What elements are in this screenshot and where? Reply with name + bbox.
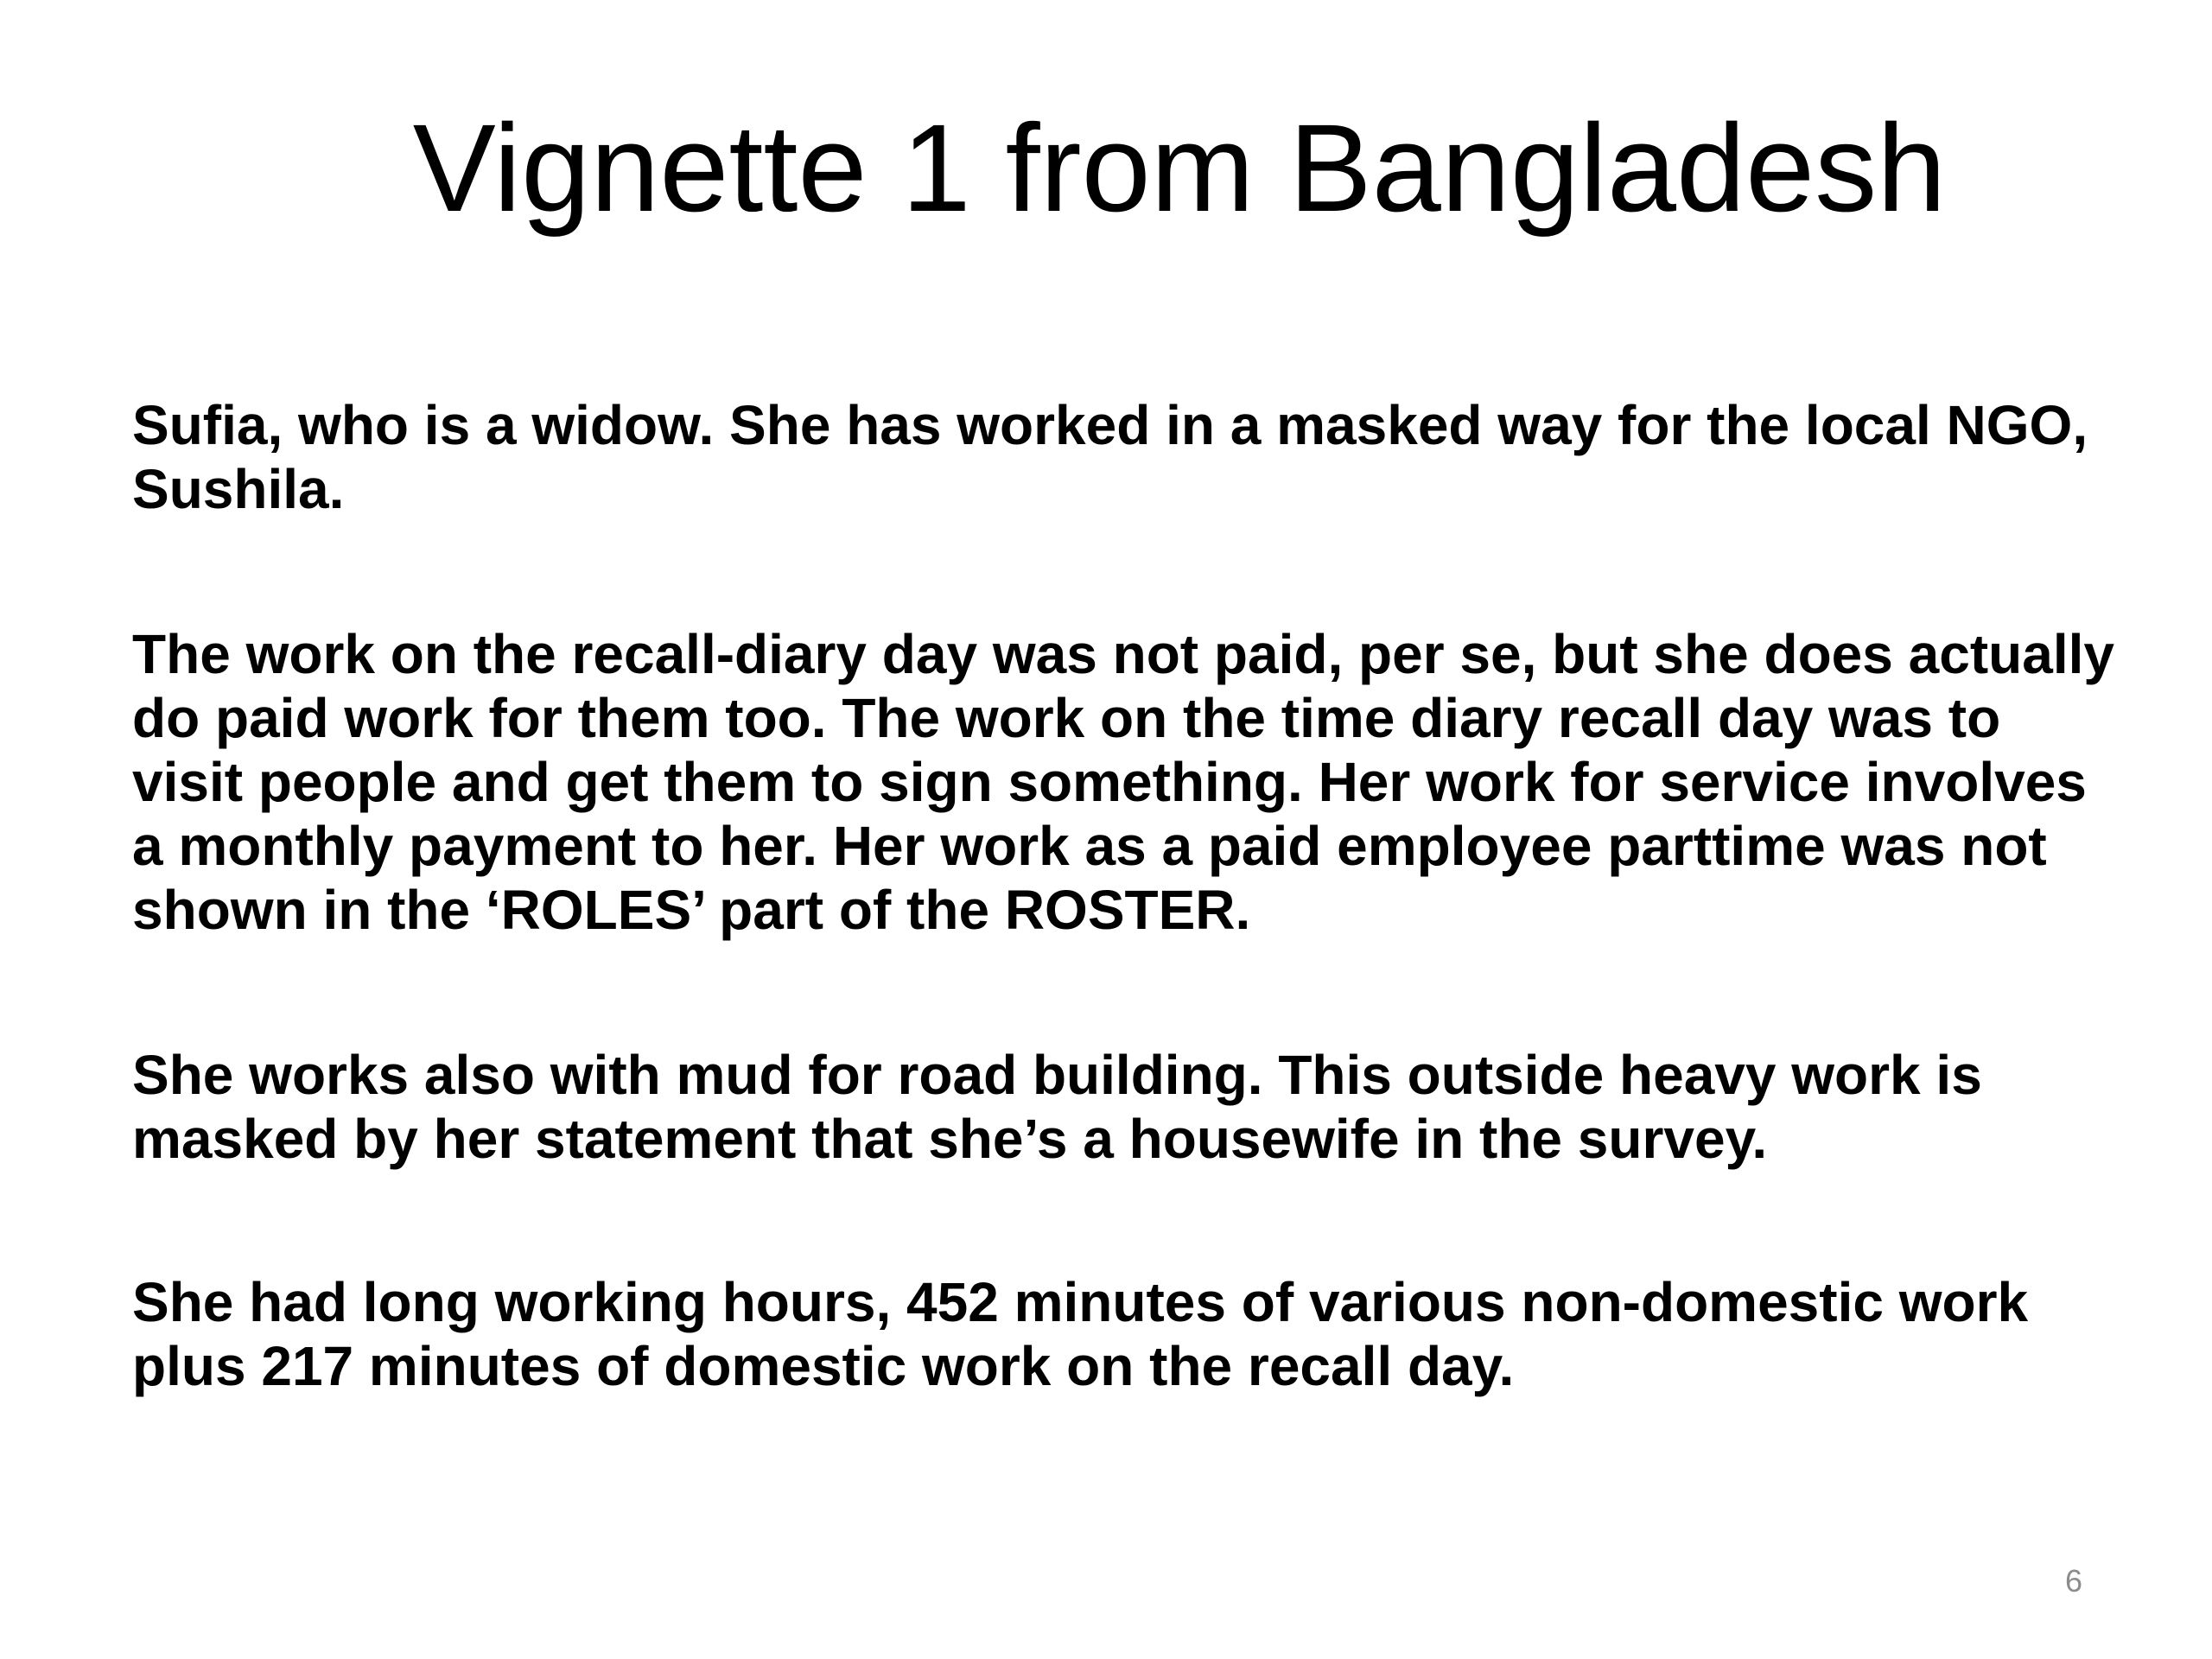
paragraph-4-line-2: plus 217 minutes of domestic work on the recall day.	[132, 1335, 1515, 1397]
paragraph-2-line-4: a monthly payment to her. Her work as a paid employee parttime was not	[132, 815, 2047, 877]
paragraph-1-line-1: Sufia, who is a widow. She has worked in a masked way for the local NGO,	[132, 394, 2088, 456]
paragraph-4-line-1: She had long working hours, 452 minutes of various non-domestic work	[132, 1271, 2029, 1333]
paragraph-3-line-2: masked by her statement that she’s a housewife in the survey.	[132, 1108, 1768, 1170]
paragraph-3	[132, 1043, 1982, 1171]
page-number: 6	[2064, 1563, 2083, 1599]
paragraph-4	[132, 1270, 2028, 1398]
paragraph-2-line-3: visit people and get them to sign something. Her work for service involves	[132, 751, 2087, 813]
paragraph-1	[132, 393, 2088, 521]
paragraph-2-line-5: shown in the ‘ROLES’ part of the ROSTER.	[132, 879, 1251, 941]
paragraph-2-line-2: do paid work for them too. The work on the time diary recall day was to	[132, 687, 2001, 749]
paragraph-1-line-2: Sushila.	[132, 458, 345, 520]
slide-title: Vignette 1 from Bangladesh	[412, 99, 1947, 238]
paragraph-2-line-1: The work on the recall-diary day was not paid, per se, but she does actually	[132, 623, 2114, 685]
paragraph-3-line-1: She works also with mud for road building. This outside heavy work is	[132, 1044, 1982, 1106]
paragraph-2	[132, 622, 2114, 942]
